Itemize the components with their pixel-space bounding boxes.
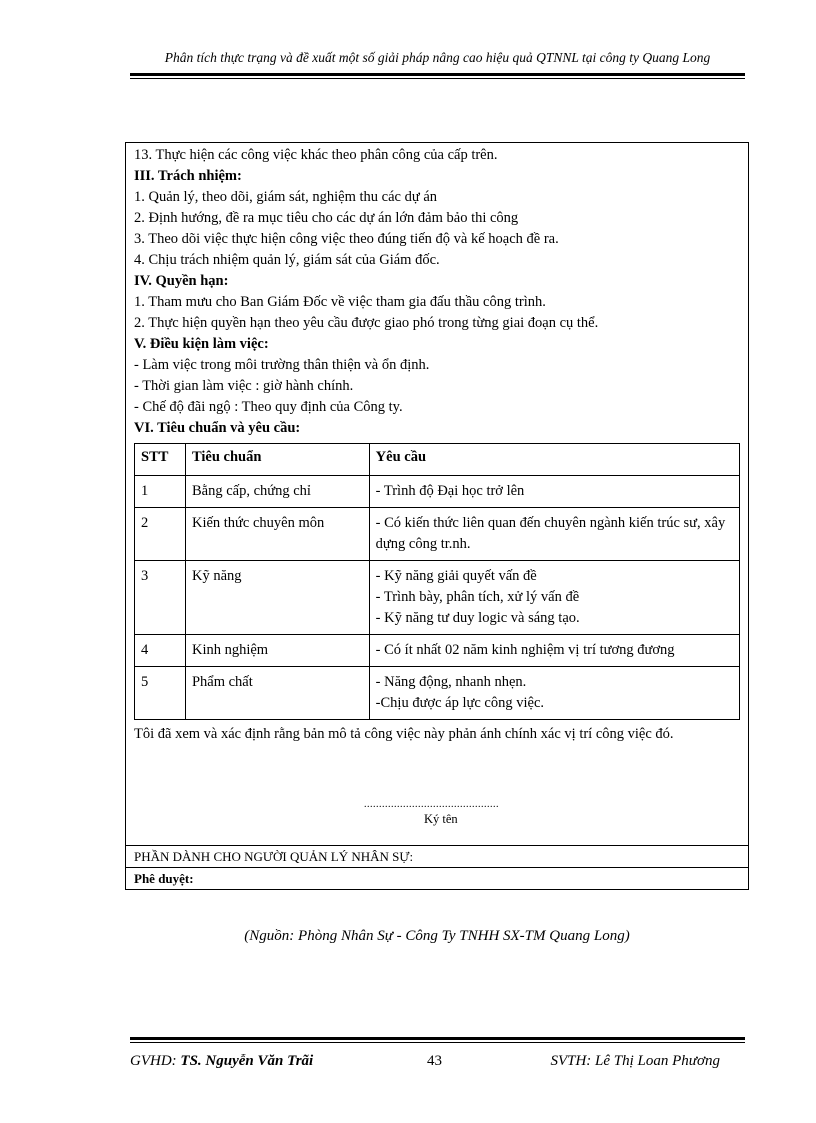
header-rule-thin [130,78,745,79]
footer-student: SVTH: Lê Thị Loan Phương [550,1053,720,1069]
row-requirement [369,476,739,508]
confirmation-statement: Tôi đã xem và xác định rằng bản mô tả công việc này phản ánh chính xác vị trí công việc đó. [134,726,674,742]
requirement-line: - Năng động, nhanh nhẹn. [375,674,527,690]
supervisor-label: GVHD: [130,1053,177,1069]
section-heading-responsibilities: III. Trách nhiệm: [134,168,242,184]
table-header-row [135,444,740,476]
section-heading-standards: VI. Tiêu chuẩn và yêu cầu: [134,420,301,436]
requirement-line: - Có kiến thức liên quan đến chuyên ngành kiến trúc sư, xây dựng công tr.nh. [375,515,726,552]
responsibility-item: 1. Quản lý, theo dõi, giám sát, nghiệm thu các dự án [134,189,438,205]
requirement-line: - Trình độ Đại học trở lên [375,483,525,499]
row-criterion: Kiến thức chuyên môn [185,508,369,561]
condition-item: - Chế độ đãi ngộ : Theo quy định của Công ty. [134,399,403,415]
page-number: 43 [427,1053,442,1069]
job-description-frame [125,142,749,890]
condition-item: - Làm việc trong môi trường thân thiện và ổn định. [134,357,430,373]
requirement-line: - Trình bày, phân tích, xử lý vấn đề [375,589,580,605]
table-row [135,508,740,561]
signature-block [134,749,740,839]
row-stt: 3 [135,561,186,635]
responsibility-item: 4. Chịu trách nhiệm quản lý, giám sát của Giám đốc. [134,252,440,268]
page-header-title: Phân tích thực trạng và đề xuất một số giải pháp nâng cao hiệu quả QTNNL tại công ty Quang Long [164,50,711,65]
responsibility-item: 3. Theo dõi việc thực hiện công việc theo đúng tiến độ và kế hoạch đề ra. [134,231,559,247]
hr-manager-section: PHẦN DÀNH CHO NGƯỜI QUẢN LÝ NHÂN SỰ: [126,845,748,867]
footer-rule-thick [130,1037,745,1040]
row-stt: 1 [135,476,186,508]
column-header-requirement: Yêu cầu [369,444,739,476]
table-row [135,561,740,635]
row-criterion: Kỹ năng [185,561,369,635]
source-caption: (Nguồn: Phòng Nhân Sự - Công Ty TNHH SX-TM Quang Long) [244,928,630,944]
row-requirement [369,635,739,667]
section-heading-working-conditions: V. Điều kiện làm việc: [134,336,269,352]
row-criterion: Kinh nghiệm [185,635,369,667]
approval-field: Phê duyệt: [126,867,748,889]
footer-rule-thin [130,1042,745,1043]
supervisor-name: TS. Nguyễn Văn Trãi [180,1053,314,1069]
row-stt: 5 [135,667,186,720]
row-requirement [369,508,739,561]
duty-item-13: 13. Thực hiện các công việc khác theo phân công của cấp trên. [134,147,498,163]
authority-item: 1. Tham mưu cho Ban Giám Đốc về việc tham gia đấu thầu công trình. [134,294,546,310]
row-criterion: Phẩm chất [185,667,369,720]
responsibility-item: 2. Định hướng, đề ra mục tiêu cho các dự án lớn đảm bảo thi công [134,210,519,226]
row-criterion: Bằng cấp, chứng chỉ [185,476,369,508]
row-stt: 2 [135,508,186,561]
page-footer [130,1053,745,1073]
requirement-line: -Chịu được áp lực công việc. [375,695,545,711]
condition-item: - Thời gian làm việc : giờ hành chính. [134,378,354,394]
row-requirement [369,561,739,635]
row-stt: 4 [135,635,186,667]
column-header-stt: STT [135,444,186,476]
column-header-criterion: Tiêu chuẩn [185,444,369,476]
signature-label: Ký tên [424,812,458,826]
section-heading-authority: IV. Quyền hạn: [134,273,229,289]
row-requirement [369,667,739,720]
requirement-line: - Kỹ năng giải quyết vấn đề [375,568,537,584]
footer-supervisor [130,1053,313,1070]
table-row [135,667,740,720]
signature-line: ............................................. [364,799,499,810]
table-row [135,476,740,508]
table-row [135,635,740,667]
authority-item: 2. Thực hiện quyền hạn theo yêu cầu được giao phó trong từng giai đoạn cụ thể. [134,315,599,331]
requirement-line: - Kỹ năng tư duy logic và sáng tạo. [375,610,580,626]
requirements-table [134,443,740,720]
requirement-line: - Có ít nhất 02 năm kinh nghiệm vị trí tương đương [375,642,675,658]
job-description-body [126,143,748,845]
header-rule-thick [130,73,745,76]
